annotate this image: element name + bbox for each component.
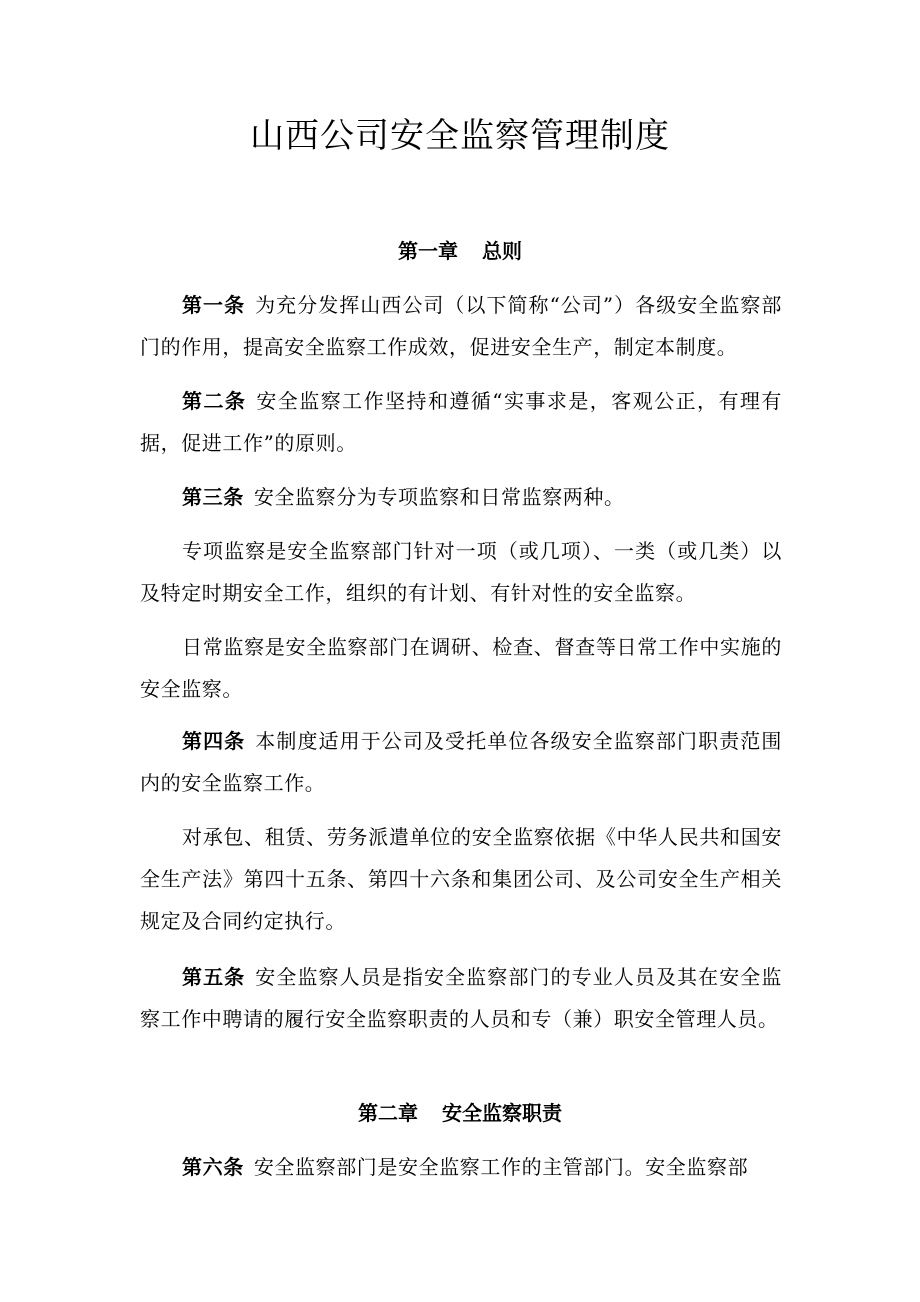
article-text: 本制度适用于公司及受托单位各级安全监察部门职责范围内的安全监察工作。 (140, 729, 782, 795)
body-paragraph (140, 816, 782, 942)
body-paragraph (140, 626, 782, 710)
article-number: 第五条 (182, 965, 246, 989)
article-text: 安全监察部门是安全监察工作的主管部门。安全监察部 (253, 1155, 749, 1179)
article-paragraph (140, 476, 782, 518)
article-paragraph (140, 1146, 782, 1188)
chapter-heading (0, 1098, 920, 1128)
article-paragraph (140, 284, 782, 368)
chapter-name: 总则 (482, 239, 522, 263)
article-paragraph (140, 956, 782, 1040)
article-number: 第四条 (182, 729, 246, 753)
article-paragraph (140, 380, 782, 464)
article-number: 第三条 (182, 485, 244, 509)
chapter-number: 第一章 (398, 239, 458, 263)
article-text: 为充分发挥山西公司（以下简称“公司”）各级安全监察部门的作用，提高安全监察工作成效，促进安全生产，制定本制度。 (140, 293, 782, 359)
chapter-name: 安全监察职责 (442, 1101, 562, 1125)
article-text: 安全监察分为专项监察和日常监察两种。 (253, 485, 625, 509)
article-paragraph (140, 720, 782, 804)
paragraph-text: 日常监察是安全监察部门在调研、检查、督查等日常工作中实施的安全监察。 (140, 635, 782, 701)
article-text: 安全监察工作坚持和遵循“实事求是，客观公正，有理有据，促进工作”的原则。 (140, 389, 782, 455)
chapter-number: 第二章 (358, 1101, 418, 1125)
article-number: 第六条 (182, 1155, 244, 1179)
document-title: 山西公司安全监察管理制度 (250, 116, 670, 156)
paragraph-text: 专项监察是安全监察部门针对一项（或几项）、一类（或几类）以及特定时期安全工作，组织的有计划、有针对性的安全监察。 (140, 539, 782, 605)
article-number: 第一条 (182, 293, 246, 317)
chapter-heading (0, 236, 920, 266)
paragraph-text: 对承包、租赁、劳务派遣单位的安全监察依据《中华人民共和国安全生产法》第四十五条、第四十六条和集团公司、及公司安全生产相关规定及合同约定执行。 (140, 825, 782, 933)
article-text: 安全监察人员是指安全监察部门的专业人员及其在安全监察工作中聘请的履行安全监察职责的人员和专（兼）职安全管理人员。 (140, 965, 782, 1031)
body-paragraph (140, 530, 782, 614)
article-number: 第二条 (182, 389, 247, 413)
